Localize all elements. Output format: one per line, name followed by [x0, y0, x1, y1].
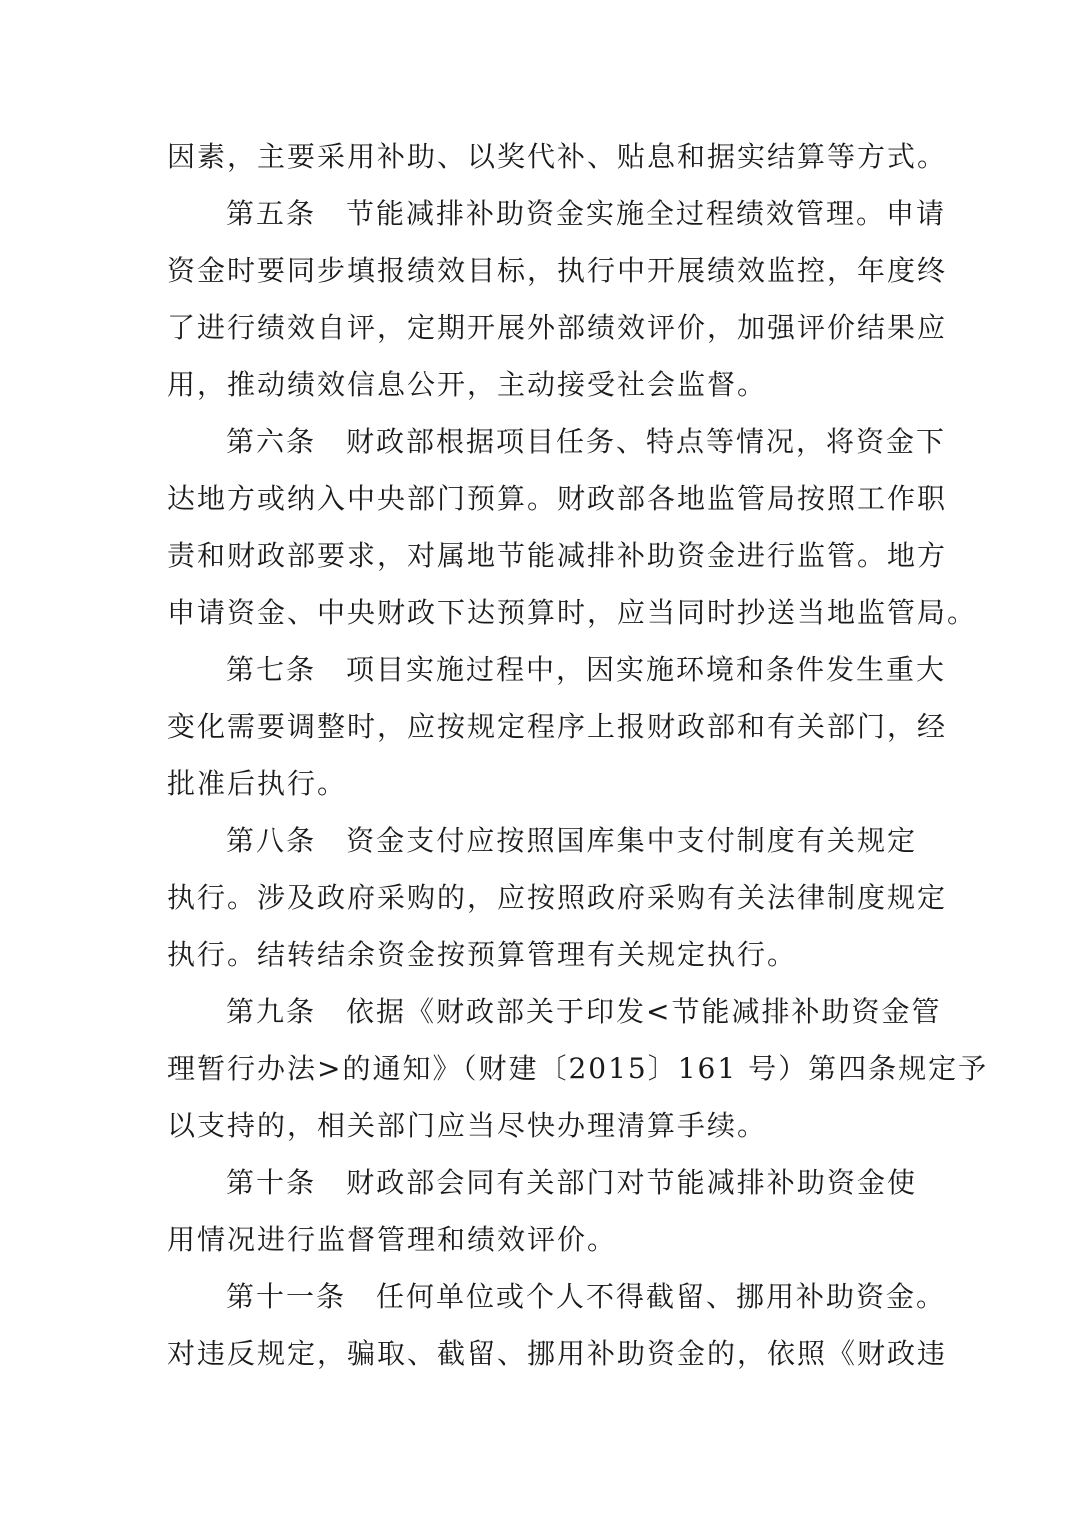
text-line: 责和财政部要求，对属地节能减排补助资金进行监管。地方 — [167, 539, 948, 572]
text-line: 批准后执行。 — [167, 767, 348, 800]
text-line: 执行。结转结余资金按预算管理有关规定执行。 — [167, 938, 798, 971]
text-line: 资金时要同步填报绩效目标，执行中开展绩效监控，年度终 — [167, 254, 948, 287]
text-line: 用，推动绩效信息公开，主动接受社会监督。 — [167, 368, 768, 401]
text-line: 了进行绩效自评，定期开展外部绩效评价，加强评价结果应 — [167, 311, 948, 344]
article-9-heading-line: 第九条 依据《财政部关于印发<节能减排补助资金管 — [226, 995, 942, 1028]
text-line: 以支持的，相关部门应当尽快办理清算手续。 — [167, 1109, 768, 1142]
text-line: 达地方或纳入中央部门预算。财政部各地监管局按照工作职 — [167, 482, 948, 515]
text-line: 对违反规定，骗取、截留、挪用补助资金的，依照《财政违 — [167, 1337, 948, 1370]
text-line: 变化需要调整时，应按规定程序上报财政部和有关部门，经 — [167, 710, 948, 743]
text-line: 理暂行办法>的通知》（财建〔2015〕161 号）第四条规定予 — [167, 1052, 989, 1085]
text-line: 申请资金、中央财政下达预算时，应当同时抄送当地监管局。 — [167, 596, 978, 629]
article-8-heading-line: 第八条 资金支付应按照国库集中支付制度有关规定 — [226, 824, 917, 857]
text-line: 执行。涉及政府采购的，应按照政府采购有关法律制度规定 — [167, 881, 948, 914]
article-5-heading-line: 第五条 节能减排补助资金实施全过程绩效管理。申请 — [226, 197, 947, 230]
article-7-heading-line: 第七条 项目实施过程中，因实施环境和条件发生重大 — [226, 653, 947, 686]
article-11-heading-line: 第十一条 任何单位或个人不得截留、挪用补助资金。 — [226, 1280, 947, 1313]
article-6-heading-line: 第六条 财政部根据项目任务、特点等情况，将资金下 — [226, 425, 947, 458]
text-line: 因素，主要采用补助、以奖代补、贴息和据实结算等方式。 — [167, 140, 948, 173]
article-10-heading-line: 第十条 财政部会同有关部门对节能减排补助资金使 — [226, 1166, 917, 1199]
text-line: 用情况进行监督管理和绩效评价。 — [167, 1223, 618, 1256]
